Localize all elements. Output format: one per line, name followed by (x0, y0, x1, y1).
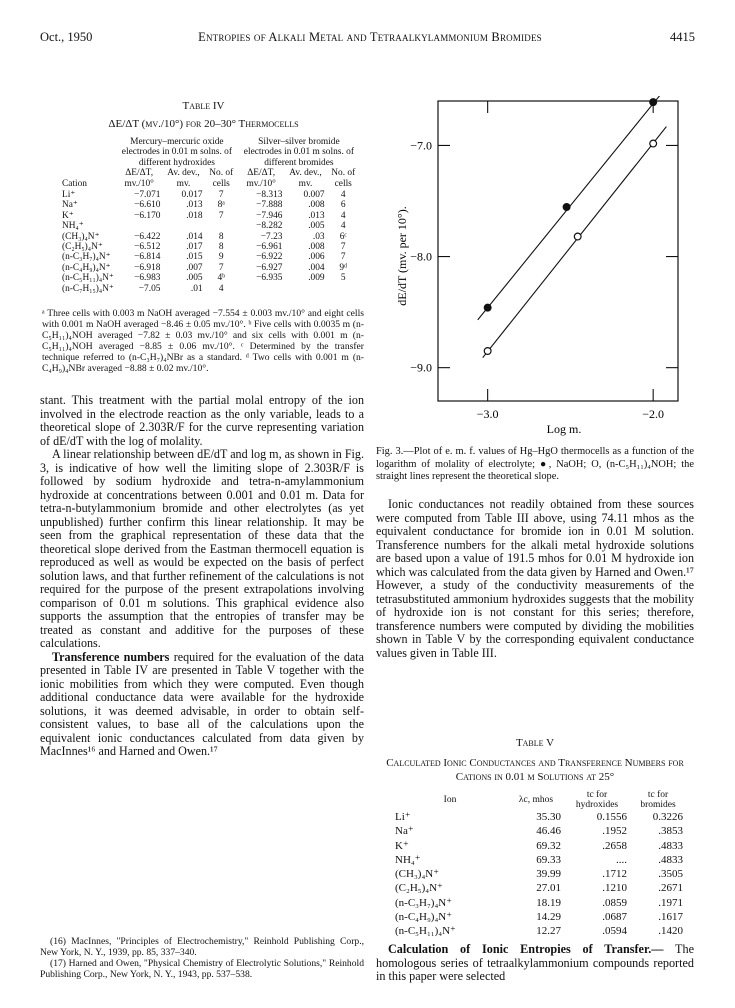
table4-cell-de1: −7.071 (134, 190, 161, 201)
table5-cell-tc-hydroxides: .1210 (602, 882, 627, 895)
table4-label: Table IV (182, 100, 225, 112)
table4-cell-n1: 9 (218, 252, 224, 263)
table4-row (60, 252, 360, 262)
table5-cell-lc: 39.99 (536, 868, 561, 881)
table5-cell-tc-bromides: .1617 (658, 911, 683, 924)
table4-cell-n2: 6ᶜ (339, 231, 347, 242)
table4-cell-de2: −6.922 (256, 252, 283, 263)
table5-row (392, 867, 686, 881)
table5-cell-ion: (n-C₅H₁₁)₄N⁺ (395, 925, 456, 938)
table5-cell-tc-hydroxides: 0.1556 (596, 811, 627, 823)
table4-row (60, 211, 360, 221)
table5-cell-ion: (CH₃)₄N⁺ (395, 868, 440, 881)
y-axis-label: dE/dT (mv. per 10°). (395, 206, 409, 306)
table4-cell-n2: 4 (340, 190, 346, 201)
paragraph-ionic-conductances: Ionic conductances not readily obtained from these sources were computed from Table III above, using 74.11 mhos as the equivalent conductance for bromide ion in 0.01 M solution. Transference numbers for the alkali metal hydroxide solutions are based upon a value of 191.5 mhos for 0.01 M hydroxide ion which was calculated from the data given by Harned and Owen.¹⁷ However, a study of the conductivity measurements of the tetrasubstituted ammonium hydroxides suggests that the mobility of hydroxide ion is not constant for this series; therefore, transference numbers were computed by dividing the mobilities shown in Table V by the corresponding equivalent conductance values given in Table III. (376, 497, 694, 660)
table5-row (392, 810, 686, 824)
table4-cell-de2: −6.927 (256, 262, 283, 273)
table5-cell-tc-hydroxides: .1952 (602, 825, 627, 838)
table4-cell-de1: −6.512 (134, 242, 161, 253)
table5-row (392, 924, 686, 938)
table5 (392, 790, 686, 939)
table4-cell-dev1: .007 (186, 262, 203, 273)
table4-cell-de2: −6.935 (256, 273, 283, 284)
table4-cell-cation: (n-C₅H₁₁)₄N⁺ (62, 273, 114, 284)
table5-cell-ion: Li⁺ (395, 811, 411, 823)
table5-cell-lc: 69.32 (536, 839, 561, 852)
table5-grid (392, 790, 686, 939)
table4-cell-cation: Li⁺ (62, 190, 76, 201)
theoretical-line-amyl (483, 127, 667, 358)
table4-row (60, 190, 360, 201)
table4-cell-n2: 5 (340, 273, 346, 284)
header-date: Oct., 1950 (40, 30, 93, 44)
table5-cell-ion: K⁺ (395, 839, 409, 852)
table5-cell-tc-bromides: .1971 (658, 896, 683, 909)
table5-cell-tc-bromides: .3505 (658, 868, 683, 881)
table4-col-dev2: Av. dev., mv. (289, 168, 322, 189)
y-tick-label: −9.0 (410, 360, 432, 375)
table5-cell-tc-bromides: 0.3226 (652, 811, 683, 823)
data-point-naoh (484, 304, 491, 311)
table5-col-ion: Ion (443, 795, 457, 805)
x-axis-label: Log m. (546, 422, 582, 436)
right-column-text (376, 498, 694, 660)
table5-cell-ion: (C₂H₅)₄N⁺ (395, 882, 443, 895)
table5-row (392, 853, 686, 867)
table4-cell-de2: −6.961 (256, 242, 283, 253)
transference-text: required for the evaluation of the data presented in Table IV are presented in Table V together with the ionic mobilities from which they were computed. Even though additional conductance data were available for the hydroxide solutions, it was deemed advisable, in order to obtain self-consistent values, to base all of the calculations upon the equivalent ionic conductances calculated from data given by MacInnes¹⁶ and Harned and Owen.¹⁷ (40, 649, 364, 758)
table5-row (392, 824, 686, 838)
table4-cell-n2: 4 (340, 221, 346, 232)
table4-cell-de1: −6.422 (134, 231, 161, 242)
table4-cell-dev2 (284, 284, 326, 294)
table4-cell-cation: (n-C₃H₇)₄N⁺ (62, 252, 111, 263)
table5-cell-tc-hydroxides: .0594 (602, 925, 627, 938)
paragraph-linear-relationship: A linear relationship between dE/dT and log m, as shown in Fig. 3, is indicative of how well the limiting slope of 2.303R/F is followed by sodium hydroxide and tetra-n-amylammonium hydroxide at concentrations between 0.001 and 0.01 m. Data for tetra-n-butylammonium bromide and other electrolytes (as yet unpublished) further confirm this linear relationship. It may be seen from the graphical representation of these data that the theoretical slope derived from the Eastman thermocell equation is reproduced as well as would be expected on the basis of perfect solution laws, and that further refinement of the calculations is not required for the purpose of the present extrapolations involving comparison of 0.01 m solutions. This graphical evidence also supports the assumption that the entropies of transfer may be treated as constant and additive for the purposes of these calculations. (40, 447, 364, 650)
table5-title: Calculated Ionic Conductances and Transference Numbers for Cations in 0.01 m Solutions at 25° (386, 757, 684, 783)
data-point-naoh (563, 204, 570, 211)
table5-cell-ion: Na⁺ (395, 825, 414, 838)
table4-col-n2: No. of cells (331, 168, 356, 189)
x-tick-label: −3.0 (476, 407, 499, 421)
table4-col-dev1: Av. dev., mv. (167, 168, 200, 189)
table5-cell-tc-hydroxides: .... (616, 853, 627, 866)
table4-cell-n1: 7 (218, 262, 224, 273)
table4-cell-de2: −7.888 (256, 200, 283, 211)
table4-cell-cation: Na⁺ (62, 200, 78, 211)
header-page-number: 4415 (670, 30, 695, 44)
section-text: The homologous series of tetraalkylammonium compounds reported in this paper were selected (376, 942, 694, 983)
table4-row (60, 221, 360, 231)
table4-grid (60, 137, 360, 294)
table4-row (60, 200, 360, 210)
table4-cell-cation: (n-C₄H₉)₄N⁺ (62, 262, 111, 273)
table4-cell-dev1: .017 (186, 242, 203, 253)
table4-cell-cation: (C₂H₅)₄N⁺ (62, 242, 103, 253)
table4-cell-n2: 7 (340, 252, 346, 263)
table5-cell-tc-hydroxides: .0859 (602, 896, 627, 909)
table5-cell-tc-hydroxides: .2658 (602, 839, 627, 852)
table4-cell-n1: 4 (218, 283, 224, 294)
table5-cell-tc-hydroxides: .1712 (602, 868, 627, 881)
section-heading: Calculation of Ionic Entropies of Transfer.— (388, 942, 664, 956)
data-point-amyl-hydroxide (574, 233, 581, 240)
table5-cell-lc: 18.19 (536, 896, 561, 909)
table4-cell-n1: 8 (218, 231, 224, 242)
table4-cell-n1: 8 (218, 242, 224, 253)
table4-cell-de1: −6.170 (134, 210, 161, 221)
table4-footnotes: ᵃ Three cells with 0.003 m NaOH averaged −7.554 ± 0.003 mv./10° and eight cells with 0.001 m NaOH averaged −8.46 ± 0.05 mv./10°. ᵇ Five cells with 0.0035 m (n-C₅H₁₁)₄NOH averaged −7.82 ± 0.03 mv./10° and six cells with 0.001 m (n-C₅H₁₁)₄NOH averaged −8.85 ± 0.06 mv./10°. ᶜ Determined by the transfer technique referred to (n-C₃H₇)₄NBr as a standard. ᵈ Two cells with 0.001 m (n-C₄H₉)₄NBr averaged −8.88 ± 0.02 mv./10°. (42, 308, 364, 374)
transference-heading: Transference numbers (52, 649, 170, 664)
table5-label: Table V (515, 737, 555, 749)
table4-row (60, 284, 360, 294)
table4-cell-n1: 8ᵃ (217, 200, 225, 211)
table4-cell-dev2: .008 (308, 200, 325, 211)
data-point-naoh (650, 99, 657, 106)
table5-cell-tc-bromides: .3853 (658, 825, 683, 838)
table4-cell-cation: (n-C₇H₁₅)₄N⁺ (62, 283, 114, 294)
table5-cell-tc-hydroxides: .0687 (602, 911, 627, 924)
table4-cell-dev1: .013 (186, 200, 203, 211)
table4-cell-n1 (205, 221, 238, 231)
table4-row (60, 242, 360, 252)
table5-cell-ion: (n-C₄H₉)₄N⁺ (395, 911, 453, 924)
table4-col-de2: ΔE/ΔT, mv./10° (246, 168, 276, 189)
table4-cell-dev2: .005 (308, 221, 325, 232)
section-entropies-of-transfer (376, 943, 694, 984)
table4-col-de1: ΔE/ΔT, mv./10° (124, 168, 154, 189)
table4-row (60, 263, 360, 273)
table4-cell-n2: 4 (340, 210, 346, 221)
table4-cell-cation: K⁺ (62, 210, 74, 221)
table4-cell-dev1: .01 (190, 283, 203, 294)
table5-cell-tc-bromides: .1420 (658, 925, 683, 938)
x-tick-label: −2.0 (642, 407, 665, 421)
table4-row (60, 232, 360, 242)
table4-cell-de1: −7.05 (138, 283, 161, 294)
table4-cell-cation: (CH₃)₄N⁺ (62, 231, 100, 242)
table4-cell-dev1: .005 (186, 273, 203, 284)
table5-cell-lc: 27.01 (536, 882, 561, 895)
table5-cell-lc: 35.30 (536, 811, 561, 823)
table5-cell-lc: 14.29 (536, 911, 561, 924)
table4-cell-n2: 9ᵈ (339, 262, 348, 273)
table4-cell-n2: 6 (340, 200, 346, 211)
table4-cell-dev1: 0.017 (181, 190, 203, 201)
table5-cell-ion: NH₄⁺ (395, 853, 421, 866)
table5-col-lc: λc, mhos (518, 795, 554, 805)
table4-cell-dev2: .03 (312, 231, 325, 242)
figure-3-caption (376, 446, 694, 484)
paragraph-slope: stant. This treatment with the partial molal entropy of the ion involved in the electrode reaction as the only variable, leads to a theoretical slope of 2.303R/F for the curve representing variation of dE/dT with the log of molality. (40, 393, 364, 448)
table4-cell-dev2: .004 (308, 262, 325, 273)
table4-cell-de1: −6.983 (134, 273, 161, 284)
table4-cell-de2: −7.23 (260, 231, 283, 242)
table5-row (392, 896, 686, 910)
table5-col-tc-hydroxides: tc for hydroxides (575, 790, 619, 810)
data-point-amyl-hydroxide (484, 348, 491, 355)
data-point-amyl-hydroxide (650, 140, 657, 147)
table4-cell-n1: 7 (218, 190, 224, 201)
caption-text: —Plot of e. m. f. values of Hg–HgO thermocells as a function of the logarithm of molality of electrolyte; ●, NaOH; O, (n-C₅H₁₁)₄NOH; the straight lines represent the theoretical slope. (376, 446, 694, 483)
table4-cell-dev2: .013 (308, 210, 325, 221)
theoretical-line-naoh (478, 96, 670, 320)
table5-row (392, 910, 686, 924)
table4-cell-dev2: .006 (308, 252, 325, 263)
table5-cell-lc: 46.46 (536, 825, 561, 838)
table5-cell-tc-bromides: .4833 (658, 853, 683, 866)
table4-cell-n1: 4ᵇ (217, 273, 226, 284)
table4 (60, 137, 360, 294)
table4-title: ΔE/ΔT (mv./10°) for 20–30° Thermocells (108, 118, 299, 130)
table5-cell-ion: (n-C₃H₇)₄N⁺ (395, 896, 453, 909)
y-tick-label: −7.0 (410, 138, 432, 153)
table4-cell-de1 (116, 221, 163, 231)
references (40, 936, 364, 980)
table4-col-n1: No. of cells (209, 168, 234, 189)
table4-cell-n1: 7 (218, 210, 224, 221)
plot-frame (438, 101, 678, 401)
table4-cell-dev2: 0.007 (303, 190, 325, 201)
table4-group-agbr: Silver–silver bromide electrodes in 0.01 m solns. of different bromides (243, 137, 354, 168)
table5-cell-tc-bromides: .2671 (658, 882, 683, 895)
table4-cell-dev1: .018 (186, 210, 203, 221)
table5-col-tc-bromides: tc for bromides (640, 790, 676, 810)
table4-cell-n2: 7 (340, 242, 346, 253)
table5-cell-tc-bromides: .4833 (658, 839, 683, 852)
table4-row (60, 273, 360, 283)
table4-cell-dev1: .015 (186, 252, 203, 263)
reference-16: (16) MacInnes, "Principles of Electrochemistry," Reinhold Publishing Corp., New York, N. Y., 1939, pp. 85, 337–340. (40, 936, 364, 958)
table4-cell-dev2: .008 (308, 242, 325, 253)
table4-cell-cation: NH₄⁺ (62, 221, 84, 232)
table4-group-hgo: Mercury–mercuric oxide electrodes in 0.01 m solns. of different hydroxides (121, 137, 232, 168)
y-tick-label: −8.0 (410, 249, 432, 264)
caption-lead: Fig. 3. (376, 446, 404, 457)
reference-17: (17) Harned and Owen, "Physical Chemistry of Electrolytic Solutions," Reinhold Publishing Corp., New York, N. Y., 1943, pp. 537–538. (40, 958, 364, 980)
table5-row (392, 881, 686, 895)
table4-cell-de2 (238, 284, 285, 294)
table4-cell-de1: −6.610 (134, 200, 161, 211)
table4-cell-de1: −6.814 (134, 252, 161, 263)
table4-cell-dev1: .014 (186, 231, 203, 242)
figure-3-chart (376, 96, 694, 440)
header-title: Entropies of Alkali Metal and Tetraalkylammonium Bromides (198, 30, 542, 44)
table4-cell-dev2: .009 (308, 273, 325, 284)
table4-col-cation: Cation (62, 178, 87, 189)
table4-cell-de2: −8.313 (256, 190, 283, 201)
table4-cell-n2 (327, 284, 360, 294)
left-column-text (40, 394, 364, 759)
table5-cell-lc: 69.33 (536, 853, 561, 866)
table4-cell-de2: −8.282 (256, 221, 283, 232)
table5-row (392, 839, 686, 853)
paragraph-transference (40, 651, 364, 759)
table5-cell-lc: 12.27 (536, 925, 561, 938)
table4-cell-de1: −6.918 (134, 262, 161, 273)
table4-cell-dev1 (162, 221, 204, 231)
table4-cell-de2: −7.946 (256, 210, 283, 221)
